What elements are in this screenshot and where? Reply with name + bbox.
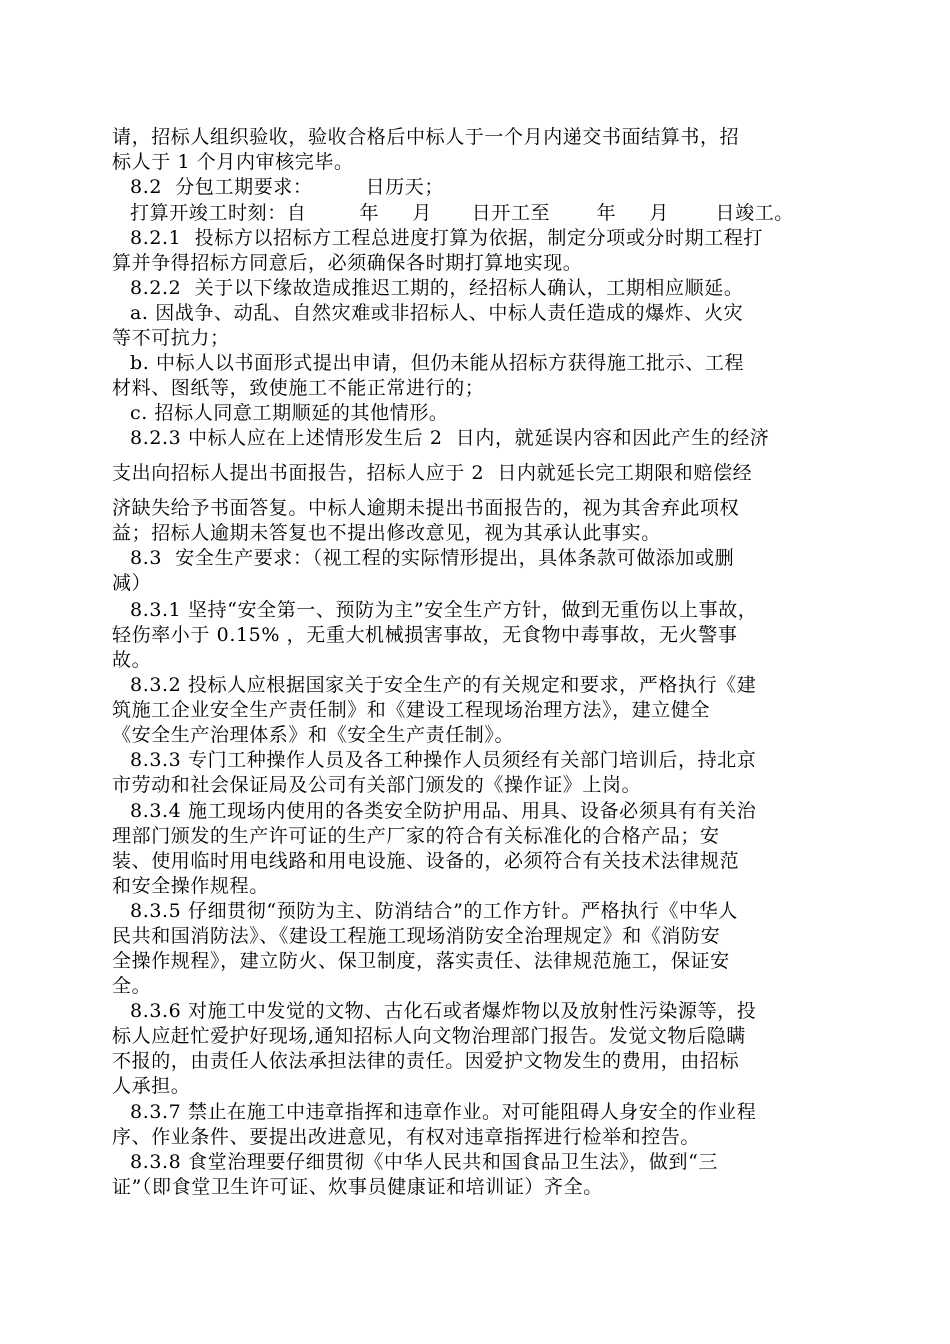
text-line: 8.3.1 坚持“安全第一、预防为主”安全生产方针，做到无重伤以上事故， [130,599,758,621]
text-line: 人承担。 [112,1075,191,1097]
text-line: 济缺失给予书面答复。中标人逾期未提出书面报告的，视为其舍弃此项权 [112,497,740,519]
text-line: 全操作规程》，建立防火、保卫制度，落实责任、法律规范施工，保证安 [112,950,730,972]
text-line: 故。 [112,649,152,671]
text-line: 轻伤率小于 0.15% ，无重大机械损害事故，无食物中毒事故，无火警事 [112,624,738,646]
text-line: 证”（即食堂卫生许可证、炊事员健康证和培训证）齐全。 [112,1176,603,1198]
text-line: 8.2 分包工期要求： 日历天； [130,176,445,198]
text-line: 8.3.5 仔细贯彻“预防为主、防消结合”的工作方针。严格执行《中华人 [130,900,738,922]
text-line: 8.3.7 禁止在施工中违章指挥和违章作业。对可能阻碍人身安全的作业程 [130,1101,757,1123]
text-line: b. 中标人以书面形式提出申请，但仍未能从招标方获得施工批示、工程 [130,352,745,374]
text-line: 8.3.8 食堂治理要仔细贯彻《中华人民共和国食品卫生法》，做到“三 [130,1151,718,1173]
text-line: 不报的，由责任人依法承担法律的责任。因爱护文物发生的费用，由招标 [112,1050,740,1072]
text-line: 益；招标人逾期未答复也不提出修改意见，视为其承认此事实。 [112,522,661,544]
text-line: 8.3 安全生产要求：（视工程的实际情形提出，具体条款可做添加或删 [130,547,735,569]
text-line: 装、使用临时用电线路和用电设施、设备的，必须符合有关技术法律规范 [112,850,740,872]
text-line: a. 因战争、动乱、自然灾难或非招标人、中标人责任造成的爆炸、火灾 [130,302,744,324]
text-line: 8.3.4 施工现场内使用的各类安全防护用品、用具、设备必须具有有关治 [130,800,757,822]
text-line: 《安全生产治理体系》和《安全生产责任制》。 [112,724,515,746]
text-line: 8.2.2 关于以下缘故造成推迟工期的，经招标人确认，工期相应顺延。 [130,277,744,299]
text-line: 请，招标人组织验收，验收合格后中标人于一个月内递交书面结算书，招 [112,126,740,148]
text-line: 打算开竣工时刻：自 年 月 日开工至 年 月 日竣工。 [130,202,794,224]
text-line: 民共和国消防法》、《建设工程施工现场消防安全治理规定》和《消防安 [112,925,721,947]
text-line: 等不可抗力； [112,327,230,349]
text-line: 和安全操作规程。 [112,875,269,897]
text-line: 全。 [112,975,152,997]
text-line: 标人应赶忙爱护好现场,通知招标人向文物治理部门报告。发觉文物后隐瞒 [112,1025,746,1047]
text-line: 支出向招标人提出书面报告，招标人应于 2 日内就延长完工期限和赔偿经 [112,462,753,484]
text-line: 序、作业条件、要提出改进意见，有权对违章指挥进行检举和控告。 [112,1126,701,1148]
text-line: 理部门颁发的生产许可证的生产厂家的符合有关标准化的合格产品；安 [112,825,720,847]
text-line: 减） [112,572,152,594]
text-line: 筑施工企业安全生产责任制》和《建设工程现场治理方法》，建立健全 [112,699,711,721]
text-line: 材料、图纸等，致使施工不能正常进行的； [112,377,485,399]
text-line: 8.3.2 投标人应根据国家关于安全生产的有关规定和要求，严格执行《建 [130,674,757,696]
text-line: 算并争得招标方同意后，必须确保各时期打算地实现。 [112,252,583,274]
text-line: 8.2.1 投标方以招标方工程总进度打算为依据，制定分项或分时期工程打 [130,227,764,249]
text-line: 市劳动和社会保证局及公司有关部门颁发的《操作证》上岗。 [112,774,642,796]
text-line: 8.3.6 对施工中发觉的文物、古化石或者爆炸物以及放射性污染源等，投 [130,1000,757,1022]
text-line: 8.3.3 专门工种操作人员及各工种操作人员须经有关部门培训后，持北京 [130,749,757,771]
text-line: 标人于 1 个月内审核完毕。 [112,151,354,173]
text-line: c. 招标人同意工期顺延的其他情形。 [130,402,449,424]
text-line: 8.2.3 中标人应在上述情形发生后 2 日内，就延误内容和因此产生的经济 [130,427,770,449]
